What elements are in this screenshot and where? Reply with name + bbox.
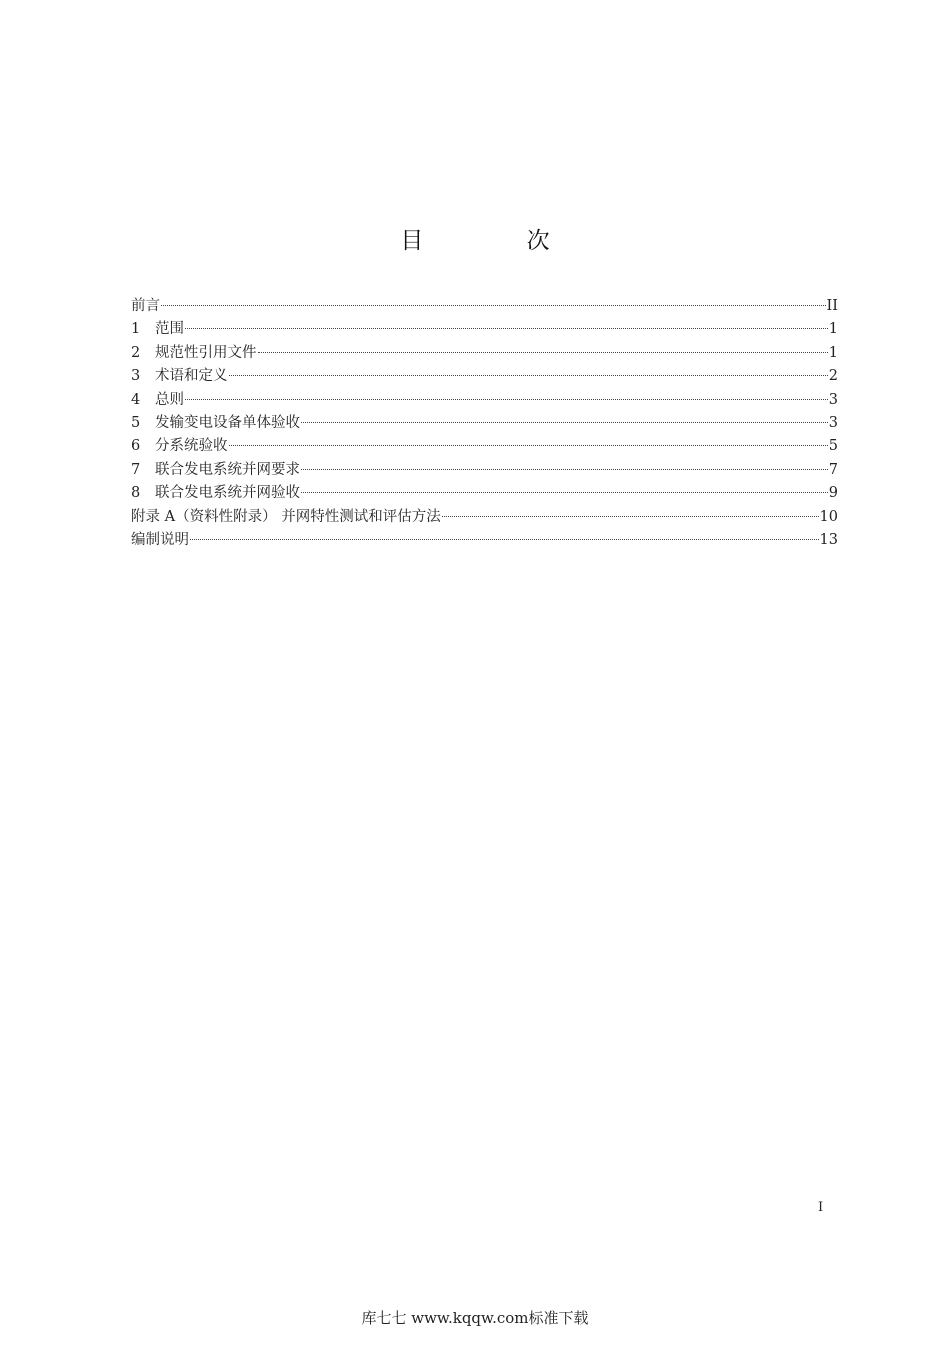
toc-dot-leader — [442, 516, 819, 517]
toc-entry-page: 5 — [828, 438, 838, 455]
toc-entry-page: 1 — [828, 321, 838, 338]
toc-dot-leader — [301, 422, 828, 423]
toc-entry-label: 术语和定义 — [155, 368, 228, 385]
toc-entry-number: 8 — [131, 485, 141, 502]
page-title: 目 次 — [400, 228, 598, 254]
toc-dot-leader — [301, 469, 828, 470]
toc-entry-normative-references[interactable] — [131, 342, 838, 365]
toc-entry-page: 13 — [819, 531, 838, 548]
toc-entry-number: 4 — [131, 391, 141, 408]
toc-entry-label: 联合发电系统并网验收 — [155, 485, 300, 502]
toc-dot-leader — [185, 328, 828, 329]
toc-entry-subsystem-acceptance[interactable] — [131, 435, 838, 458]
page-number: I — [818, 1200, 824, 1215]
toc-entry-general[interactable] — [131, 389, 838, 412]
toc-entry-label: 规范性引用文件 — [155, 344, 257, 361]
toc-entry-page: 9 — [828, 485, 838, 502]
toc-dot-leader — [161, 305, 826, 306]
toc-dot-leader — [258, 352, 828, 353]
toc-entry-label: 附录 A（资料性附录） 并网特性测试和评估方法 — [131, 508, 441, 525]
toc-entry-page: 2 — [828, 368, 838, 385]
toc-entry-label: 分系统验收 — [155, 438, 228, 455]
footer-watermark-text: 库七七 www.kqqw.com标准下载 — [361, 1309, 589, 1327]
toc-entry-appendix-a[interactable] — [131, 506, 838, 529]
toc-entry-page: 10 — [819, 508, 838, 525]
toc-entry-number: 2 — [131, 344, 141, 361]
toc-entry-number: 7 — [131, 461, 141, 478]
toc-entry-grid-acceptance[interactable] — [131, 482, 838, 505]
toc-entry-scope[interactable] — [131, 318, 838, 341]
toc-entry-label: 编制说明 — [131, 531, 189, 548]
toc-entry-explanation[interactable] — [131, 529, 838, 552]
toc-entry-label: 前言 — [131, 298, 160, 314]
toc-entry-foreword[interactable] — [131, 295, 838, 318]
toc-entry-label: 发输变电设备单体验收 — [155, 414, 300, 431]
toc-entry-grid-requirements[interactable] — [131, 459, 838, 482]
toc-entry-number: 1 — [131, 321, 141, 338]
toc-entry-page: 3 — [828, 414, 838, 431]
table-of-contents — [131, 295, 838, 552]
toc-entry-equipment-acceptance[interactable] — [131, 412, 838, 435]
toc-dot-leader — [301, 492, 828, 493]
toc-entry-number: 5 — [131, 414, 141, 431]
toc-entry-label: 范围 — [155, 321, 184, 338]
toc-entry-terms[interactable] — [131, 365, 838, 388]
toc-entry-page: II — [826, 298, 838, 314]
toc-entry-page: 7 — [828, 461, 838, 478]
toc-entry-label: 总则 — [155, 391, 184, 408]
toc-dot-leader — [185, 399, 828, 400]
toc-dot-leader — [229, 375, 828, 376]
toc-dot-leader — [190, 539, 819, 540]
toc-entry-label: 联合发电系统并网要求 — [155, 461, 300, 478]
toc-entry-number: 6 — [131, 438, 141, 455]
toc-dot-leader — [229, 445, 828, 446]
toc-entry-page: 1 — [828, 344, 838, 361]
toc-entry-page: 3 — [828, 391, 838, 408]
toc-entry-number: 3 — [131, 368, 141, 385]
